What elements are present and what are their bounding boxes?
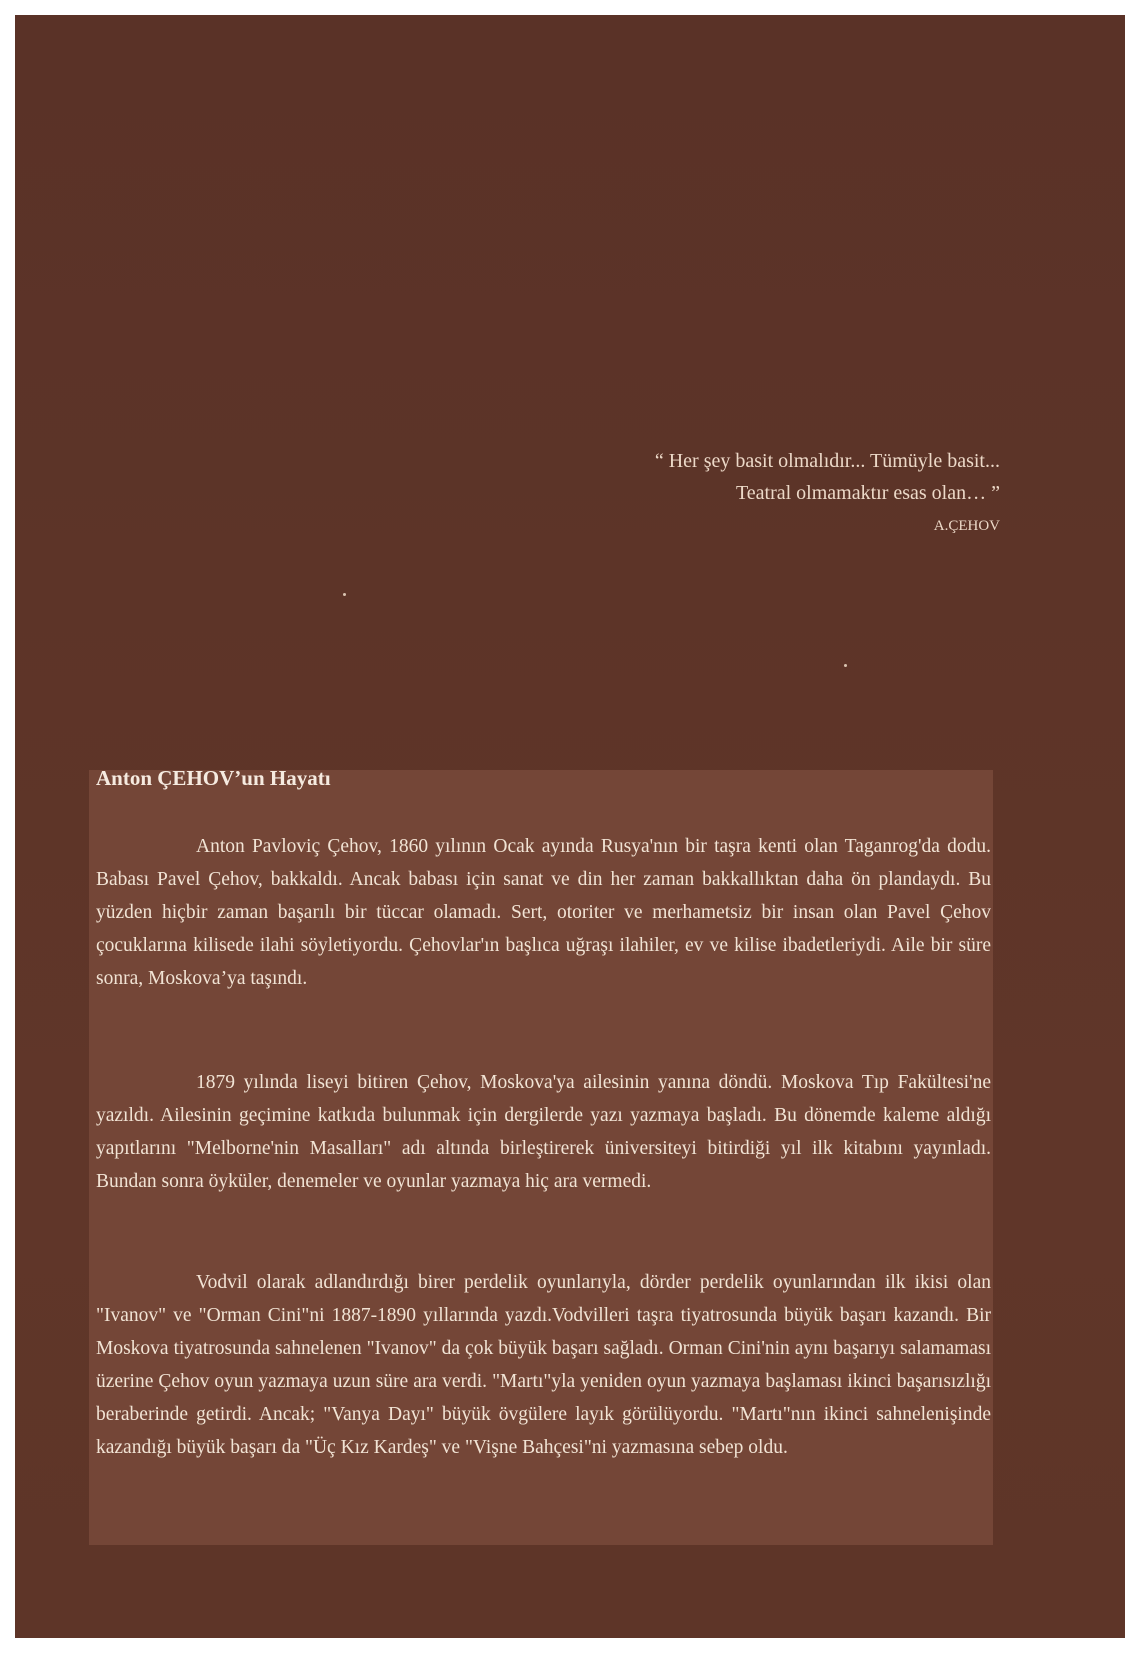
print-speck	[844, 664, 847, 667]
biography-paragraph: 1879 yılında liseyi bitiren Çehov, Moskova'ya ailesinin yanına döndü. Moskova Tıp Fakültesi'ne yazıldı. Ailesinin geçimine katkıda bulunmak için dergilerde yazı yazmaya başladı. Bu dönemde kaleme aldığı yapıtlarını "Melborne'nin Masalları" adı altında birleştirerek üniversiteyi bitirdiği yıl ilk kitabını yayınladı. Bundan sonra öyküler, denemeler ve oyunlar yazmaya hiç ara vermedi.	[96, 1072, 991, 1192]
print-speck	[343, 593, 346, 596]
epigraph-quote	[540, 445, 1000, 539]
section-title: Anton ÇEHOV’un Hayatı	[96, 766, 331, 790]
quote-line-1: “ Her şey basit olmalıdır... Tümüyle basit...	[654, 450, 1000, 472]
biography-paragraph: Vodvil olarak adlandırdığı birer perdelik oyunlarıyla, dörder perdelik oyunlarından ilk ikisi olan "Ivanov" ve "Orman Cini"ni 1887-1890 yıllarında yazdı.Vodvilleri taşra tiyatrosunda büyük başarı kazandı. Bir Moskova tiyatrosunda sahnelenen "Ivanov" da çok büyük başarı sağladı. Orman Cini'nin aynı başarıyı salamaması üzerine Çehov oyun yazmaya uzun süre ara verdi. "Martı"yla yeniden oyun yazmaya başlaması ikinci başarısızlığı beraberinde getirdi. Ancak; "Vanya Dayı" büyük övgülere layık görülüyordu. "Martı"nın ikinci sahnelenişinde kazandığı büyük başarı da "Üç Kız Kardeş" ve "Vişne Bahçesi"ni yazmasına sebep oldu.	[96, 1272, 991, 1458]
biography-paragraph: Anton Pavloviç Çehov, 1860 yılının Ocak ayında Rusya'nın bir taşra kenti olan Taganrog'da dodu. Babası Pavel Çehov, bakkaldı. Ancak babası için sanat ve din her zaman bakkallıktan daha ön plandaydı. Bu yüzden hiçbir zaman başarılı bir tüccar olamadı. Sert, otoriter ve merhametsiz bir insan olan Pavel Çehov çocuklarına kilisede ilahi söyletiyordu. Çehovlar'ın başlıca uğraşı ilahiler, ev ve kilise ibadetleriydi. Aile bir süre sonra, Moskova’ya taşındı.	[96, 836, 991, 989]
quote-line-2: Teatral olmamaktır esas olan… ”	[735, 482, 1000, 504]
quote-author: A.ÇEHOV	[933, 518, 1000, 534]
